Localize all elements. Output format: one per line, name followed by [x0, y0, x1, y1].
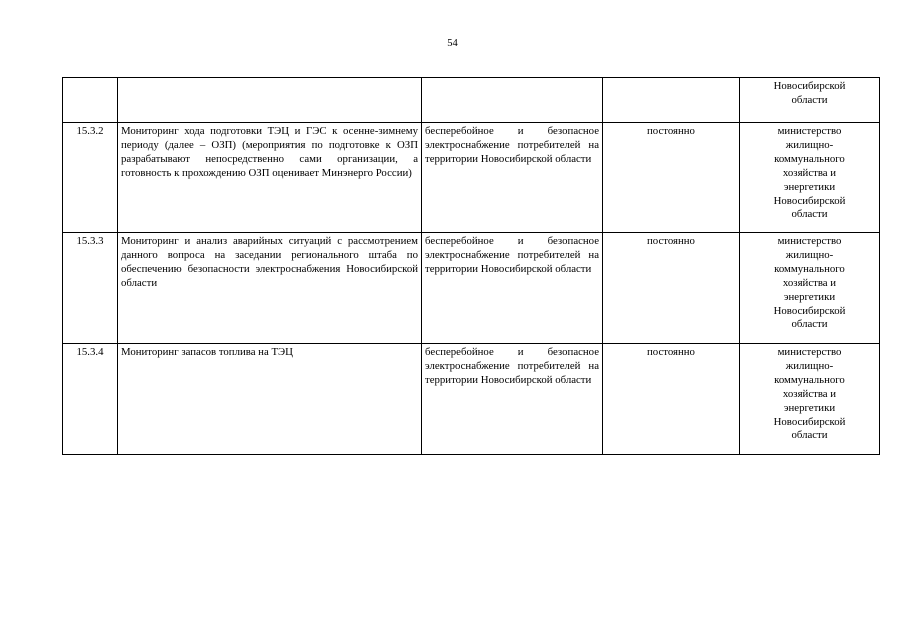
- cell-term: постоянно: [603, 233, 740, 344]
- responsible-line: энергетики: [783, 401, 836, 414]
- cell-result: бесперебойное и безопасное электроснабжение потребителей на территории Новосибирской области: [422, 233, 603, 344]
- table-row: [63, 233, 880, 344]
- cell-number: [63, 78, 118, 123]
- cell-result: [422, 78, 603, 123]
- responsible-line: энергетики: [783, 290, 836, 303]
- cell-event: Мониторинг и анализ аварийных ситуаций с рассмотрением данного вопроса на заседании регионального штаба по обеспечению безопасности электроснабжения Новосибирской области: [118, 233, 422, 344]
- responsible-line: Новосибирской: [773, 415, 846, 428]
- cell-number: 15.3.4: [63, 344, 118, 455]
- responsible-line: области: [791, 93, 828, 106]
- page-number: 54: [447, 38, 458, 49]
- cell-number: 15.3.2: [63, 123, 118, 233]
- cell-term: постоянно: [603, 344, 740, 455]
- cell-term: [603, 78, 740, 123]
- responsible-line: коммунального: [774, 373, 845, 386]
- responsible-line: министерство: [777, 125, 842, 137]
- responsible-line: области: [791, 429, 828, 442]
- cell-result: бесперебойное и безопасное электроснабжение потребителей на территории Новосибирской области: [422, 344, 603, 455]
- responsible-line: коммунального: [774, 262, 845, 275]
- responsible-line: области: [791, 318, 828, 331]
- responsible-line: хозяйства и: [782, 166, 837, 179]
- cell-result: бесперебойное и безопасное электроснабжение потребителей на территории Новосибирской области: [422, 123, 603, 233]
- responsible-line: хозяйства и: [782, 387, 837, 400]
- cell-event: [118, 78, 422, 123]
- responsible-line: жилищно-: [785, 359, 834, 372]
- responsible-line: Новосибирской: [773, 194, 846, 207]
- table-row: [63, 123, 880, 233]
- cell-number: 15.3.3: [63, 233, 118, 344]
- responsible-line: коммунального: [774, 152, 845, 165]
- responsible-line: Новосибирской: [773, 80, 846, 92]
- table-row-continuation: [63, 78, 880, 123]
- responsible-line: министерство: [777, 346, 842, 358]
- cell-responsible: [740, 78, 880, 123]
- cell-event: Мониторинг хода подготовки ТЭЦ и ГЭС к осенне-зимнему периоду (далее – ОЗП) (мероприятия по подготовке к ОЗП разрабатывают непосредственно сами организации, а готовность к прохождению ОЗП оценивает Минэнерго России): [118, 123, 422, 233]
- responsible-line: министерство: [777, 235, 842, 247]
- cell-term: постоянно: [603, 123, 740, 233]
- responsible-line: области: [791, 208, 828, 221]
- cell-responsible: [740, 344, 880, 455]
- cell-event: Мониторинг запасов топлива на ТЭЦ: [118, 344, 422, 455]
- responsible-line: энергетики: [783, 180, 836, 193]
- cell-responsible: [740, 123, 880, 233]
- responsible-line: жилищно-: [785, 138, 834, 151]
- cell-responsible: [740, 233, 880, 344]
- responsible-line: жилищно-: [785, 248, 834, 261]
- responsible-line: Новосибирской: [773, 304, 846, 317]
- table-row: [63, 344, 880, 455]
- responsible-line: хозяйства и: [782, 276, 837, 289]
- measures-table: [62, 77, 880, 455]
